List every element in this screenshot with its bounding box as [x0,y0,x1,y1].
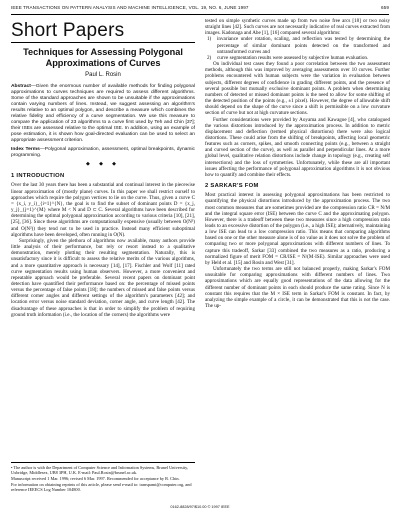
right-paragraph-1: tested on simple synthetic curves made up from two noise free arcs [18] or two noisy straight lines [42]. Such curves are not necessarily indicative of real curves extracted from images. Kadonaga and Abe [1], [16] compared several algorithms: [205,18,390,37]
abstract-label: Abstract [11,84,31,90]
author-name: Paul L. Rosin [85,72,121,78]
intro-paragraph-2: Surprisingly, given the plethora of algorithms now available, many authors provide little analysis of their performance, but rely or resort instead to a qualitative demonstration, merely plotting their resulting segmentation. Naturally, this is unsatisfactory since it is difficult to assess the relative merits of the various algorithms, and a more quantitative approach is necessary [14], [17]. Fischler and Wolf [11] rated curve segmentation results using human observers. However, a more convenient and repeatable approach would be preferable. Several recent papers on dominant point detection have quantified their performance based on: the percentage of missed points versus the percentage of false points [18]; the numbers of missed and false points versus different corner angles and different settings of the algorithm's parameters [42]; and location error versus noise standard deviation, corner angle, and curve length [42]. The disadvantage of these approaches is that in order to simplify the problem of requiring ground truth information (i.e., the location of the corners) the algorithms were [11,237,195,318]
assessment-list [205,36,390,61]
section-title: Short Papers [11,20,125,41]
index-terms [11,147,195,159]
abstract-text: —Given the enormous number of available methods for finding polygonal approximations to curves techniques are required to assess different algorithms. Some of the standard approaches are shown to be unsuitable if the approximations contain varying numbers of lines. Instead, we suggest assessing an algorithm's results relative to an optimal polygon, and describe a measure which combines the relative fidelity and efficiency of a curve segmentation. We use this measure to compare the application of 23 algorithms to a curve first used by Teh and Chin [37]; their ISEs are assessed relative to the optimal ISE. In addition, using an example of pose estimation, it is shown how goal-directed evaluation can be used to select an appropriate assessment criterion. [11,84,195,144]
sarkar-paragraph-1: Most practical interest in assessing polygonal approximations has been restricted to quantifying the physical distortions introduced by the approximation process. The two most common measures that are sometimes provided are the compression ratio CR = N/M and the integral square error (ISE) between the curve C and the approximating polygon. However, there is a tradeoff between these two measures since a high compression ratio leads to an excessive distortion of the polygon (i.e., a high ISE); alternatively, maintaining a low ISE can lead to a low compression ratio. This means that comparing algorithms based on one or the other measure alone is of no value as it does not solve the problem of comparing two or more polygonal approximations with different numbers of lines. To capture this tradeoff, Sarkar [33] combined the two measures as a ratio, producing a normalized figure of merit FOM = CR/ISE = N/(M·ISE). Similar approaches were used by Held et al. [15] and Rosin and West [31]. [205,192,390,266]
paper-title: Techniques for Assessing Polygonal Approximations of Curves [23,47,183,68]
copyright-footer: 0162-8828/97/$10.00 © 1997 IEEE [170,505,230,509]
sarkar-paragraph-2: Unfortunately the two terms are still not balanced properly, making Sarkar's FOM unsuitable for comparing approximations with different numbers of lines. Two approximations which are equally good representations of the data allowing for the different number of dominant points in each should produce the same rating. Since N is constant this requires that the M × ISE term in Sarkar's FOM is constant. In fact, by analyzing the simple example of a circle, it can be demonstrated that this is not the case. The up- [205,266,390,310]
right-paragraph-3: Further considerations were provided by Aoyama and Kawagoe [4], who catalogued the various distortions introduced by the approximation process. In addition to metric displacement and deflection (termed physical distortions) there were also logical distortions. These could arise from the shifting of breakpoints, affecting local geometric features such as corners, spikes, and smooth connecting points (e.g., between a straight and curved section of the curve), as well as parallel and perpendicular lines. At a more global level, qualitative relation distortions include change in topology (e.g., creating self intersections) and the loss of symmetries. Unfortunately, while these are all important issues affecting the performance of polygonal approximation algorithms it is not obvious how to quantify and combine their effects. [205,116,390,178]
sarkar-heading: 2 SARKAR'S FOM [205,183,259,190]
right-paragraph-2: On individual test cases they found a poor correlation between the two assessment methods, although this was improved by averaging assessments over 10 curves. Further problems encountered with human subjects were the variation in evaluation between subjects, different degrees of confidence in grading different points, and the presence of several possible but mutually exclusive dominant points. A problem when determining numbers of detected or missed dominant points is the need to allow for some shifting of the detected position of the points (e.g., ±1 pixel). However, the degree of allowable shift should depend on the shape of the curve since a shift is permissible on a low curvature section of curve but not at high curvature sections. [205,61,390,117]
footnotes [11,462,195,493]
header-rule [11,14,389,15]
footnote-affiliation: • The author is with the Department of Computer Science and Information Systems, Brunel University, Uxbridge, Middlesex, UB8 3PH, U.K. E-mail: Paul.Rosin@brunel.ac.uk. [11,465,189,476]
page-number: 659 [381,5,389,10]
intro-paragraph-1: Over the last 30 years there has been a substantial and continual interest in the piecewise linear approximation of (mostly plane) curves. In this paper we shall restrict ourself to approaches which require the polygon vertices to lie on the curve. Thus, given a curve C = {x_i, y_i}_{i=1}^{N}, the goal is to find the subset of dominant points D = {x_j, y_j}_{j=1}^{M} where M < N and D ⊂ C. Several algorithms have been described for determining the optimal polygonal approximation according to various criteria [10], [21], [25], [36]. Since these algorithms are computationally expensive (usually between O(N³) and O(N²)) they tend not to be used in practice. Instead many efficient suboptimal algorithms have been developed, often running in O(N). [11,182,195,238]
right-column [205,18,390,309]
journal-citation: IEEE TRANSACTIONS ON PATTERN ANALYSIS AND MACHINE INTELLIGENCE, VOL. 19, NO. 6, JUNE 1997 [11,5,249,10]
left-column [11,46,195,318]
section-separator: ◆ ◆ ◆ [85,162,121,168]
footnote-reprints: For information on obtaining reprints of this article, please send e-mail to: transpami@computer.org, and reference IEEECS Log Number 104800. [11,482,192,493]
footnote-received: Manuscript received 1 Mar. 1996; revised 6 Mar. 1997. Recommended for acceptance by R. Chin. [11,476,180,482]
section-title-rule [11,42,195,43]
running-header [11,5,389,13]
list-item: 2) curve segmentation results were assessed by subjective human evaluation. [207,54,369,61]
abstract [11,84,195,144]
index-terms-label: Index Terms [11,147,40,153]
list-item: 1) invariance under rotation, scaling, and reflection was tested by determining the percentage of similar dominant points detected on the transformed and untransformed curves and [207,36,390,55]
introduction-heading: 1 INTRODUCTION [11,173,65,180]
index-terms-text: —Polygonal approximation, assessment, optimal breakpoints, dynamic programming. [11,147,195,159]
